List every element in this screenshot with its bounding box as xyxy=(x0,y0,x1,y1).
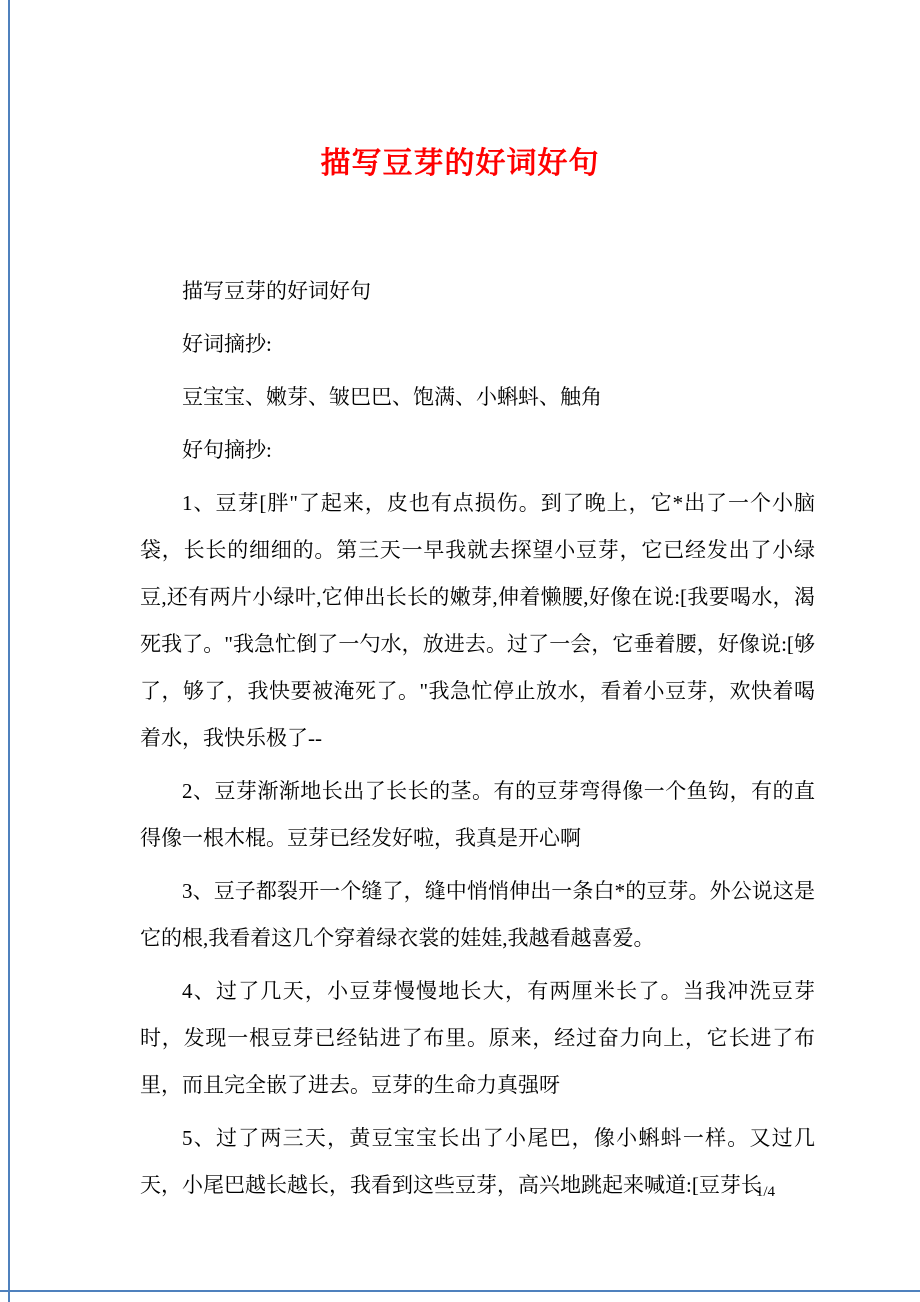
left-margin-rule xyxy=(8,0,10,1302)
document-title: 描写豆芽的好词好句 xyxy=(320,147,600,180)
paragraph-words-heading: 好词摘抄: xyxy=(182,332,272,356)
paragraph-item-1: 1、豆芽[胖"了起来，皮也有点损伤。到了晚上，它*出了一个小脑袋，长长的细细的。第三天一早我就去探望小豆芽，它已经发出了小绿豆,还有两片小绿叶,它伸出长长的嫩芽,伸着懒腰,好像在说:[我要喝水，渴死我了。"我急忙倒了一勺水，放进去。过了一会，它垂着腰，好像说:[够了，够了，我快要被淹死了。"我急忙停止放水，看着小豆芽，欢快着喝着水，我快乐极了-- xyxy=(140,491,815,750)
paragraph-item-2: 2、豆芽渐渐地长出了长长的茎。有的豆芽弯得像一个鱼钩，有的直得像一根木棍。豆芽已经发好啦，我真是开心啊 xyxy=(140,779,815,850)
paragraph-item-4: 4、过了几天，小豆芽慢慢地长大，有两厘米长了。当我冲洗豆芽时，发现一根豆芽已经钻进了布里。原来，经过奋力向上，它长进了布里，而且完全嵌了进去。豆芽的生命力真强呀 xyxy=(140,979,815,1097)
paragraph-sentences-heading: 好句摘抄: xyxy=(182,438,272,462)
paragraph-item-3: 3、豆子都裂开一个缝了，缝中悄悄伸出一条白*的豆芽。外公说这是它的根,我看着这几个穿着绿衣裳的娃娃,我越看越喜爱。 xyxy=(140,879,815,950)
page-number: 1/4 xyxy=(755,1184,775,1200)
paragraph-words-list: 豆宝宝、嫩芽、皱巴巴、饱满、小蝌蚪、触角 xyxy=(182,385,602,409)
paragraph-intro: 描写豆芽的好词好句 xyxy=(182,279,371,303)
bottom-margin-rule xyxy=(0,1290,920,1292)
document-body xyxy=(140,268,815,1209)
paragraph-item-5: 5、过了两三天，黄豆宝宝长出了小尾巴，像小蝌蚪一样。又过几天，小尾巴越长越长，我看到这些豆芽，高兴地跳起来喊道:[豆芽长 xyxy=(140,1126,815,1197)
